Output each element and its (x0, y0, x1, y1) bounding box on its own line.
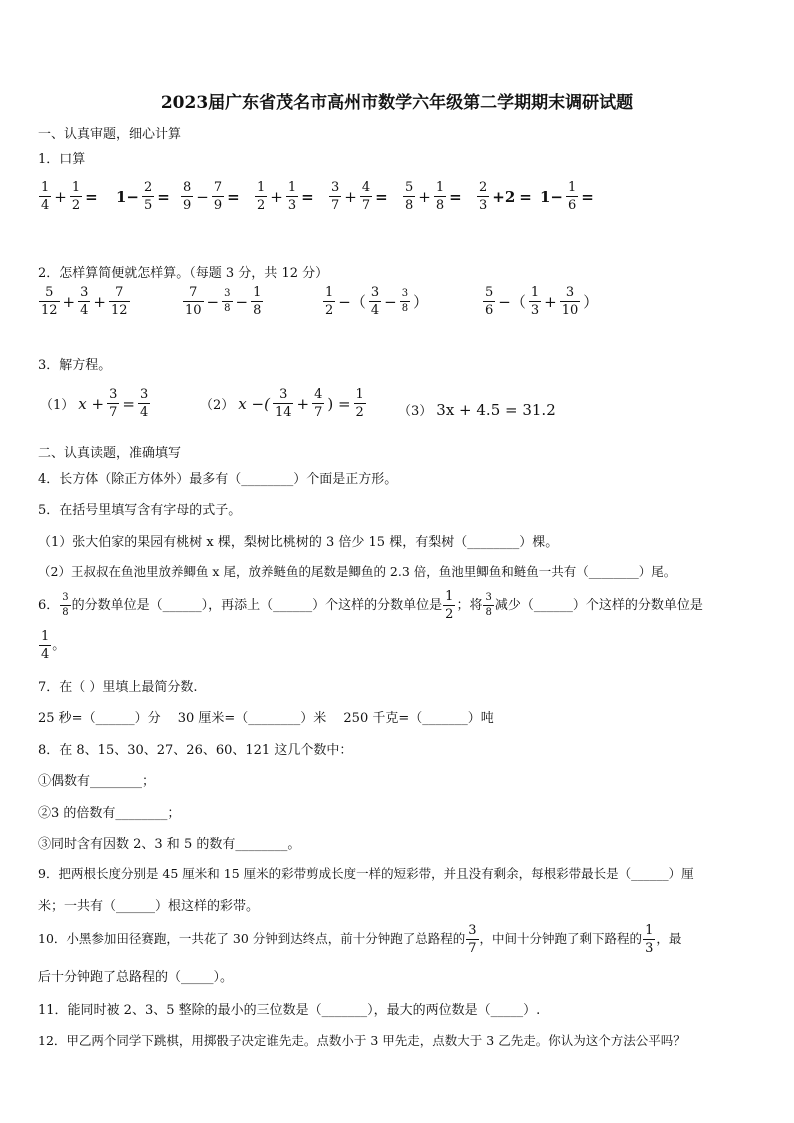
fraction: $\frac{7}{12}$ (110, 285, 128, 318)
q3-equation-1: （1） x + $\frac{3}{7}$ = $\frac{3}{4}$ (40, 387, 149, 420)
question-11: 11．能同时被 2、3、5 整除的最小的三位数是（_______），最大的两位数是（_____）. (38, 1003, 541, 1018)
q1-label: 1．口算 (38, 152, 86, 167)
q2-expression-3: $\frac{1}{2}$ −（ $\frac{3}{4}$ − $\frac{3}{8}$ ） (325, 285, 429, 318)
question-9: 9．把两根长度分别是 45 厘米和 15 厘米的彩带剪成长度一样的短彩带，并且没有剩余，每根彩带最长是（______）厘 (38, 866, 694, 881)
fraction: $\frac{1}{6}$ (568, 180, 577, 213)
fraction: $\frac{7}{10}$ (185, 285, 202, 318)
fraction: $\frac{3}{4}$ (139, 387, 149, 420)
fraction: $\frac{5}{12}$ (41, 285, 58, 318)
fraction: $\frac{3}{4}$ (370, 285, 380, 318)
question-9-cont: 米；一共有（______）根这样的彩带。 (38, 899, 260, 914)
question-4: 4．长方体（除正方体外）最多有（________）个面是正方形。 (38, 472, 398, 487)
q2-label: 2．怎样算简便就怎样算。（每题 3 分，共 12 分） (38, 266, 329, 281)
q1-item-6: $\frac{5}{8}$ + $\frac{1}{8}$ = (405, 180, 462, 213)
fraction: $\frac{1}{2}$ (257, 180, 266, 213)
fraction: $\frac{1}{4}$ (41, 629, 50, 662)
q1-item-5: $\frac{3}{7}$ + $\frac{4}{7}$ = (331, 180, 388, 213)
fraction: $\frac{8}{9}$ (183, 180, 192, 213)
q1-item-1: $\frac{1}{4}$ + $\frac{1}{2}$ = (41, 180, 98, 213)
fraction: $\frac{3}{10}$ (561, 285, 579, 318)
fraction: $\frac{1}{4}$ (41, 180, 50, 213)
question-6: 6． $\frac{3}{8}$ 的分数单位是（______），再添上（______）个这样的分数单位是 $\frac{1}{2}$ ；将 $\frac{3}{8}$ 减少（______）个这样的分数单位是 (38, 589, 703, 622)
fraction: $\frac{4}{7}$ (361, 180, 371, 213)
question-8-part-1: ①偶数有________； (38, 774, 156, 789)
fraction: $\frac{3}{14}$ (274, 387, 292, 420)
fraction: $\frac{3}{7}$ (468, 923, 477, 956)
question-7-items: 25 秒=（______）分 30 厘米=（________）米 250 千克=（_______）吨 (38, 711, 494, 726)
question-7: 7．在（ ）里填上最简分数. (38, 680, 198, 695)
fraction: $\frac{1}{2}$ (355, 387, 364, 420)
q3-equation-2: （2） x −( $\frac{3}{14}$ + $\frac{4}{7}$ ) = $\frac{1}{2}$ (200, 387, 364, 420)
q1-item-7: $\frac{2}{3}$ +2 = (479, 180, 532, 213)
question-5: 5．在括号里填写含有字母的式子。 (38, 503, 242, 518)
fraction: $\frac{5}{8}$ (405, 180, 414, 213)
q2-expression-1: $\frac{5}{12}$ + $\frac{3}{4}$ + $\frac{7}{12}$ (41, 285, 128, 318)
question-5-part-1: （1）张大伯家的果园有桃树 x 棵，梨树比桃树的 3 倍少 15 棵，有梨树（________）棵。 (38, 535, 559, 550)
q2-expression-4: $\frac{5}{6}$ −（ $\frac{1}{3}$ + $\frac{3}{10}$ ） (485, 285, 599, 318)
fraction: $\frac{1}{2}$ (325, 285, 334, 318)
fraction: $\frac{3}{8}$ (401, 288, 409, 314)
fraction: $\frac{3}{7}$ (109, 387, 118, 420)
fraction: $\frac{5}{6}$ (485, 285, 494, 318)
q1-item-8: 1− $\frac{1}{6}$ = (540, 180, 594, 213)
q3-label: 3．解方程。 (38, 358, 112, 373)
fraction: $\frac{1}{8}$ (253, 285, 262, 318)
fraction: $\frac{3}{4}$ (80, 285, 89, 318)
fraction: $\frac{3}{8}$ (62, 592, 69, 618)
question-10: 10．小黑参加田径赛跑，一共花了 30 分钟到达终点，前十分钟跑了总路程的 $\frac{3}{7}$ ，中间十分钟跑了剩下路程的 $\frac{1}{3}$ ，最 (38, 923, 682, 956)
fraction: $\frac{7}{9}$ (213, 180, 223, 213)
q2-expression-2: $\frac{7}{10}$ − $\frac{3}{8}$ − $\frac{1}{8}$ (185, 285, 262, 318)
fraction: $\frac{2}{3}$ (479, 180, 488, 213)
fraction: $\frac{4}{7}$ (314, 387, 323, 420)
fraction: $\frac{3}{8}$ (224, 288, 231, 314)
q1-item-2: 1− $\frac{2}{5}$ = (116, 180, 170, 213)
question-10-cont: 后十分钟跑了总路程的（_____）。 (38, 970, 234, 985)
fraction: $\frac{3}{7}$ (331, 180, 340, 213)
q3-equation-3: （3） 3x + 4.5 = 31.2 (398, 400, 556, 419)
page-title: 2023届广东省茂名市高州市数学六年级第二学期期末调研试题 (160, 93, 634, 113)
fraction: $\frac{1}{2}$ (445, 589, 454, 622)
q1-item-3: $\frac{8}{9}$ − $\frac{7}{9}$ = (183, 180, 240, 213)
fraction: $\frac{1}{3}$ (287, 180, 297, 213)
question-8-part-3: ③同时含有因数 2、3 和 5 的数有________。 (38, 837, 301, 852)
section-2-heading: 二、认真读题，准确填写 (38, 446, 182, 461)
question-6-cont: $\frac{1}{4}$ 。 (41, 629, 66, 662)
fraction: $\frac{1}{3}$ (530, 285, 540, 318)
fraction: $\frac{2}{5}$ (144, 180, 153, 213)
fraction: $\frac{3}{8}$ (485, 592, 492, 618)
fraction: $\frac{1}{2}$ (71, 180, 81, 213)
section-1-heading: 一、认真审题，细心计算 (38, 127, 182, 142)
question-8: 8．在 8、15、30、27、26、60、121 这几个数中： (38, 743, 353, 758)
question-5-part-2: （2）王叔叔在鱼池里放养鲫鱼 x 尾，放养鲢鱼的尾数是鲫鱼的 2.3 倍，鱼池里鲫鱼和鲢鱼一共有（________）尾。 (38, 564, 677, 579)
question-12: 12．甲乙两个同学下跳棋，用掷骰子决定谁先走。点数小于 3 甲先走，点数大于 3 乙先走。你认为这个方法公平吗？ (38, 1033, 686, 1048)
question-8-part-2: ②3 的倍数有________； (38, 806, 181, 821)
fraction: $\frac{1}{8}$ (435, 180, 445, 213)
q1-item-4: $\frac{1}{2}$ + $\frac{1}{3}$ = (257, 180, 314, 213)
fraction: $\frac{1}{3}$ (645, 923, 654, 956)
